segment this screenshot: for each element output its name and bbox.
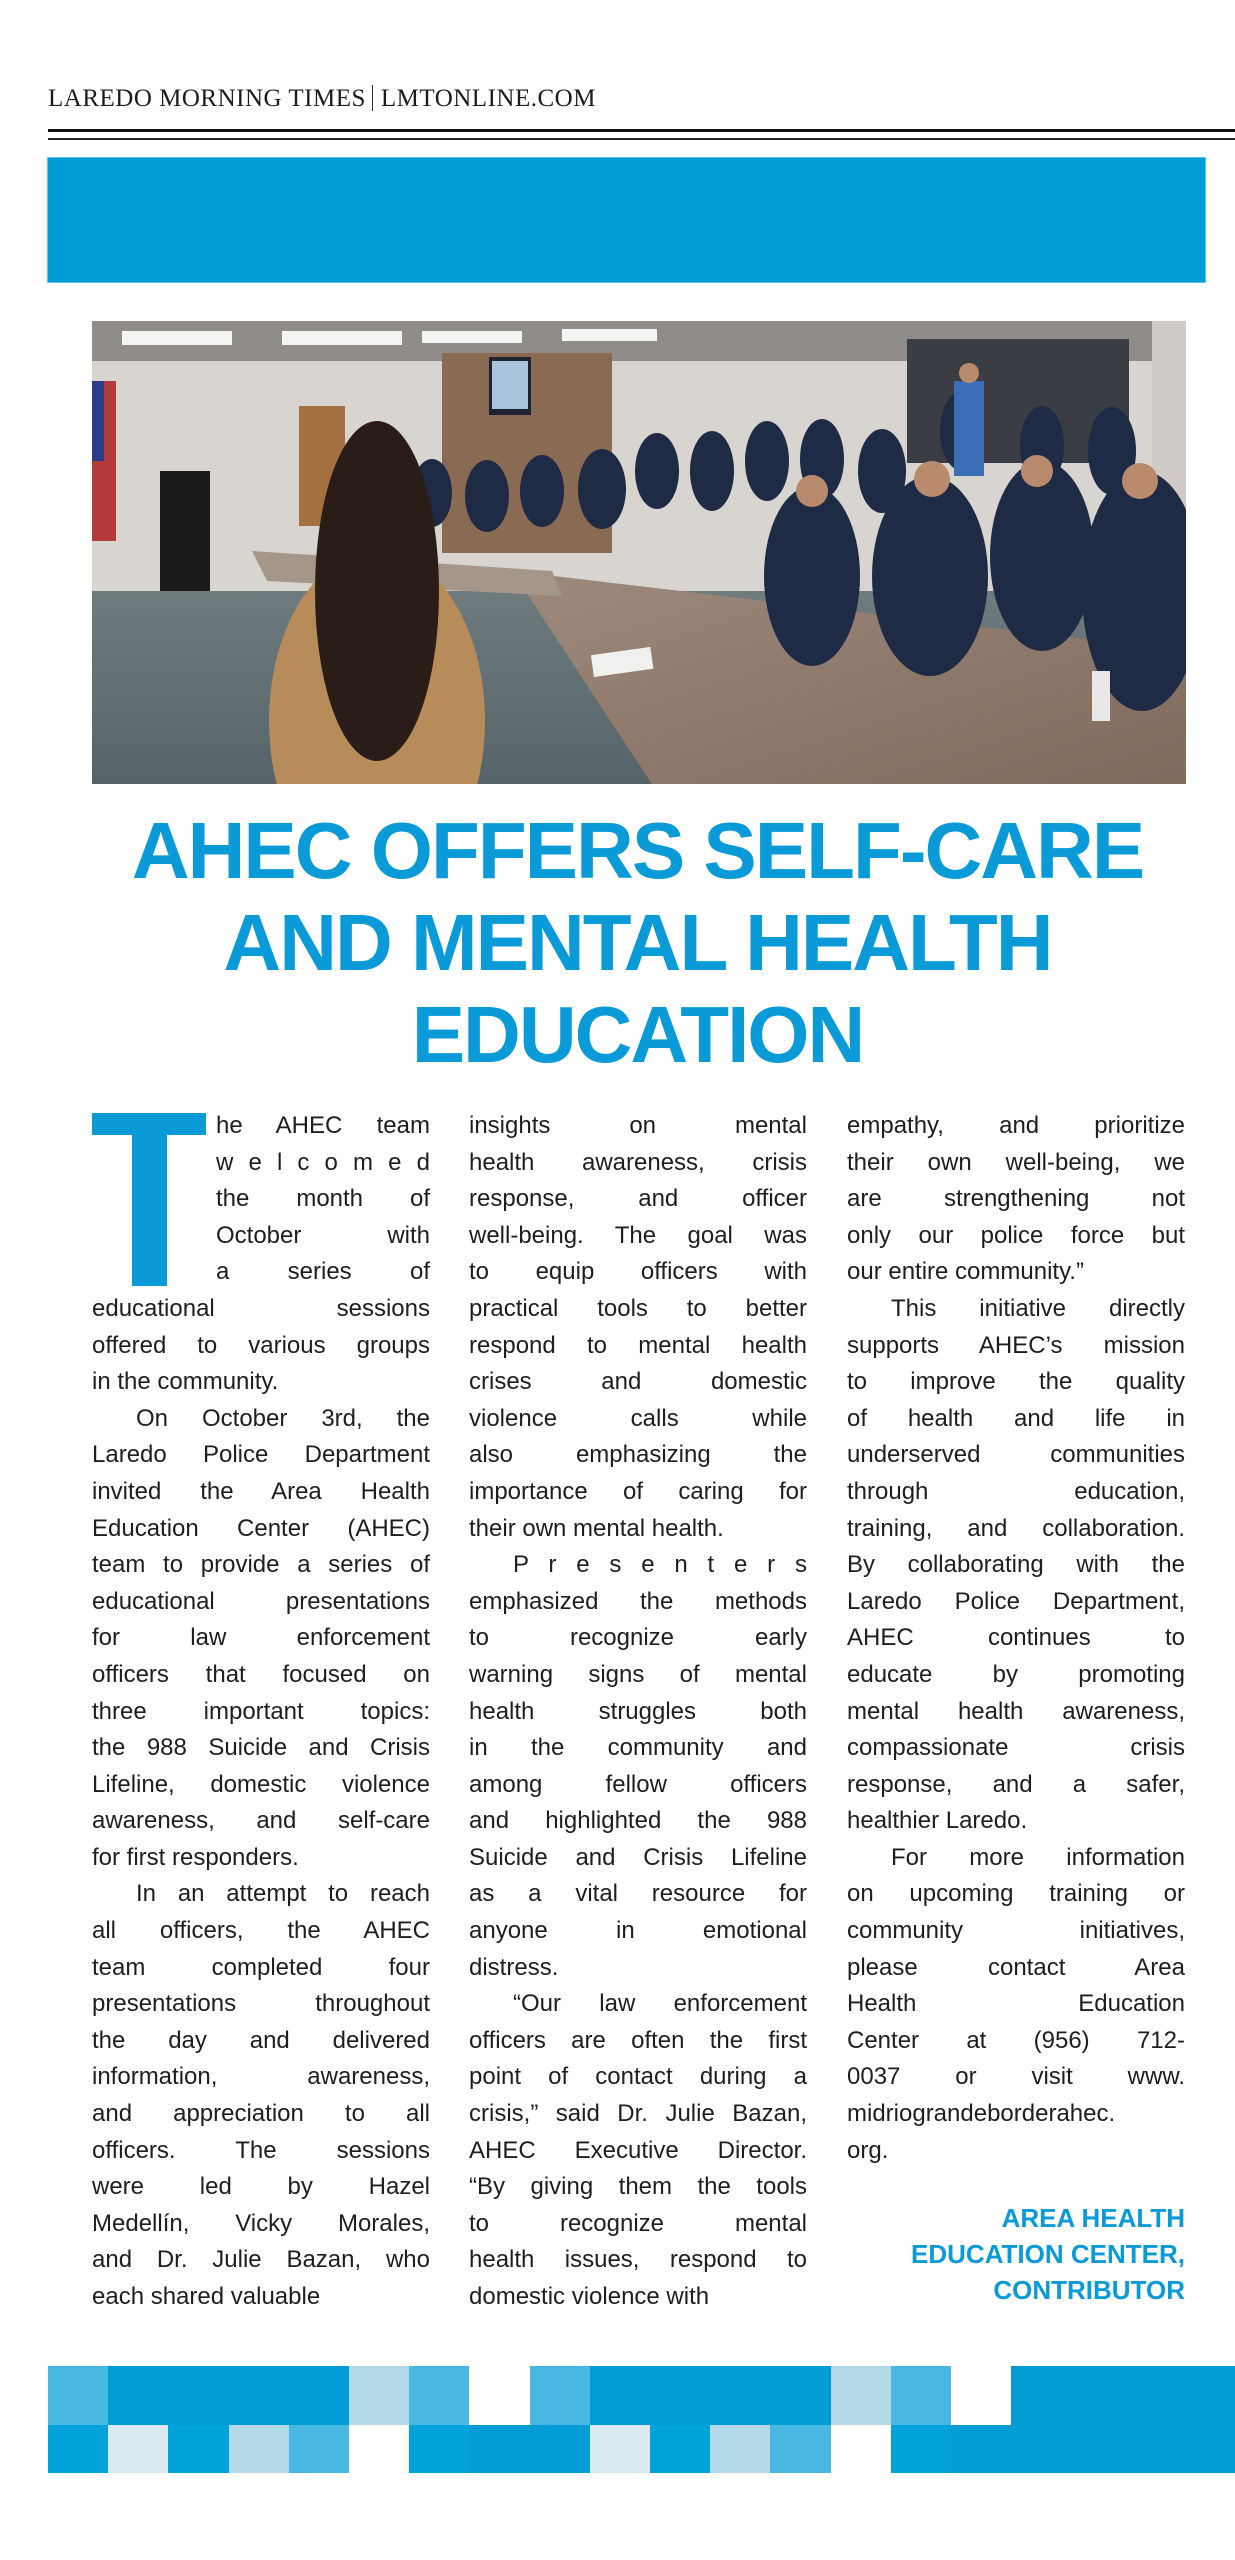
masthead: [48, 84, 596, 114]
mosaic-tile: [469, 2366, 530, 2425]
byline-line: CONTRIBUTOR: [993, 2275, 1185, 2305]
article-text-line: educate by promoting: [847, 1660, 1185, 1688]
article-text-line: October with: [216, 1221, 430, 1249]
article-column-1: [92, 1108, 430, 2316]
mosaic-tile: [409, 2366, 470, 2425]
mosaic-tile: [590, 2366, 651, 2425]
article-text-line: This initiative directly: [891, 1294, 1185, 1322]
mosaic-tile: [770, 2366, 831, 2425]
masthead-rule-thin: [48, 138, 1235, 140]
article-text-line: the 988 Suicide and Crisis: [92, 1734, 430, 1762]
article-text-line: respond to mental health: [469, 1331, 807, 1359]
mosaic-tile: [951, 2366, 1012, 2425]
section-banner: [48, 158, 1205, 282]
article-text-line: anyone in emotional: [469, 1917, 807, 1945]
article-text-line: to recognize mental: [469, 2209, 807, 2237]
article-text-line: health issues, respond to: [469, 2246, 807, 2274]
article-text-line: crises and domestic: [469, 1368, 807, 1396]
article-text-line: On October 3rd, the: [136, 1404, 430, 1432]
mosaic-tile: [48, 2366, 109, 2425]
mosaic-tile: [349, 2425, 410, 2473]
article-text-line: for law enforcement: [92, 1624, 430, 1652]
article-text-line: importance of caring for: [469, 1477, 807, 1505]
article-text-line: org.: [847, 2136, 889, 2164]
mosaic-tile: [530, 2425, 591, 2473]
article-text-line: and highlighted the 988: [469, 1807, 807, 1835]
article-text-line: educational presentations: [92, 1587, 430, 1615]
article-text-line: are strengthening not: [847, 1185, 1185, 1213]
mosaic-tile: [650, 2366, 711, 2425]
byline: [911, 2200, 1185, 2308]
article-text-line: well-being. The goal was: [469, 1221, 807, 1249]
article-text-line: officers. The sessions: [92, 2136, 430, 2164]
mosaic-tile: [891, 2425, 952, 2473]
article-text-line: team to provide a series of: [92, 1551, 430, 1579]
article-text-line: presentations throughout: [92, 1990, 430, 2018]
mosaic-tile: [349, 2366, 410, 2425]
article-text-line: were led by Hazel: [92, 2173, 430, 2201]
mosaic-tile: [1071, 2366, 1132, 2425]
article-text-line: community initiatives,: [847, 1917, 1185, 1945]
article-text-line: healthier Laredo.: [847, 1807, 1028, 1835]
article-text-line: Laredo Police Department: [92, 1441, 430, 1469]
mosaic-tile: [650, 2425, 711, 2473]
article-text-line: practical tools to better: [469, 1294, 807, 1322]
mosaic-tile: [229, 2366, 290, 2425]
publication-name: LAREDO MORNING TIMES: [48, 85, 366, 112]
mosaic-tile: [1011, 2366, 1072, 2425]
article-text-line: also emphasizing the: [469, 1441, 807, 1469]
article-text-line: the month of: [216, 1185, 430, 1213]
mosaic-tile: [831, 2425, 892, 2473]
article-text-line: to equip officers with: [469, 1258, 807, 1286]
mosaic-tile: [1132, 2425, 1193, 2473]
article-text-line: Education Center (AHEC): [92, 1514, 430, 1542]
article-column-2: [469, 1108, 807, 2316]
mosaic-tile: [289, 2366, 350, 2425]
masthead-separator: [372, 85, 373, 111]
mosaic-tile: [289, 2425, 350, 2473]
article-text-line: offered to various groups: [92, 1331, 430, 1359]
article-text-line: health awareness, crisis: [469, 1148, 807, 1176]
mosaic-tile: [168, 2366, 229, 2425]
article-text-line: P r e s e n t e r s: [513, 1551, 807, 1579]
article-text-line: point of contact during a: [469, 2063, 807, 2091]
article-text-line: all officers, the AHEC: [92, 1917, 430, 1945]
mosaic-tile: [229, 2425, 290, 2473]
article-text-line: crisis,” said Dr. Julie Bazan,: [469, 2100, 807, 2128]
article-text-line: in the community.: [92, 1368, 279, 1396]
mosaic-tile: [1192, 2425, 1235, 2473]
article-text-line: distress.: [469, 1953, 559, 1981]
article-text-line: the day and delivered: [92, 2026, 430, 2054]
article-text-line: of health and life in: [847, 1404, 1185, 1432]
mosaic-tile: [590, 2425, 651, 2473]
article-text-line: response, and a safer,: [847, 1770, 1185, 1798]
mosaic-tile: [1192, 2366, 1235, 2425]
article-text-line: their own mental health.: [469, 1514, 724, 1542]
article-text-line: w e l c o m e d: [216, 1148, 430, 1176]
article-text-line: response, and officer: [469, 1185, 807, 1213]
mosaic-tile: [710, 2366, 771, 2425]
article-text-line: only our police force but: [847, 1221, 1185, 1249]
article-text-line: in the community and: [469, 1734, 807, 1762]
article-text-line: “Our law enforcement: [513, 1990, 807, 2018]
article-column-3: [847, 1108, 1185, 2169]
mosaic-tile: [108, 2425, 169, 2473]
article-text-line: among fellow officers: [469, 1770, 807, 1798]
headline-line: AND MENTAL HEALTH: [223, 898, 1052, 987]
article-text-line: as a vital resource for: [469, 1880, 807, 1908]
article-text-line: officers that focused on: [92, 1660, 430, 1688]
photo-illustration: [92, 321, 1186, 784]
article-text-line: For more information: [891, 1843, 1185, 1871]
article-text-line: supports AHEC’s mission: [847, 1331, 1185, 1359]
article-text-line: domestic violence with: [469, 2283, 710, 2310]
article-photo: [92, 321, 1186, 784]
masthead-rule-thick: [48, 129, 1235, 132]
article-text-line: compassionate crisis: [847, 1734, 1185, 1762]
article-text-line: emphasized the methods: [469, 1587, 807, 1615]
website-link[interactable]: LMTONLINE.COM: [380, 85, 596, 112]
article-text-line: he AHEC team: [216, 1112, 430, 1139]
article-text-line: In an attempt to reach: [136, 1880, 430, 1908]
article-text-line: violence calls while: [469, 1404, 807, 1432]
article-text-line: officers are often the first: [469, 2026, 807, 2054]
headline-line: AHEC OFFERS SELF-CARE: [131, 806, 1144, 895]
article-text-line: 0037 or visit www.: [847, 2063, 1185, 2091]
decorative-mosaic-band: [48, 2366, 1205, 2473]
article-text-line: a series of: [216, 1258, 430, 1286]
article-text-line: three important topics:: [92, 1697, 430, 1725]
mosaic-tile: [710, 2425, 771, 2473]
mosaic-tile: [409, 2425, 470, 2473]
article-text-line: Medellín, Vicky Morales,: [92, 2209, 430, 2237]
article-text-line: awareness, and self-care: [92, 1807, 430, 1835]
article-headline: [80, 805, 1195, 1081]
article-text-line: AHEC Executive Director.: [469, 2136, 807, 2164]
mosaic-tile: [108, 2366, 169, 2425]
article-text-line: insights on mental: [469, 1112, 807, 1139]
mosaic-tile: [168, 2425, 229, 2473]
article-text-line: and Dr. Julie Bazan, who: [92, 2246, 430, 2274]
article-text-line: and appreciation to all: [92, 2100, 430, 2128]
mosaic-tile: [1071, 2425, 1132, 2473]
mosaic-tile: [951, 2425, 1012, 2473]
article-text-line: warning signs of mental: [469, 1660, 807, 1688]
byline-line: EDUCATION CENTER,: [911, 2239, 1185, 2269]
article-text-line: their own well-being, we: [847, 1148, 1185, 1176]
mosaic-tile: [469, 2425, 530, 2473]
byline-line: AREA HEALTH: [1001, 2203, 1185, 2233]
mosaic-tile: [831, 2366, 892, 2425]
mosaic-tile: [1011, 2425, 1072, 2473]
article-text-line: educational sessions: [92, 1294, 430, 1322]
article-text-line: training, and collaboration.: [847, 1514, 1185, 1542]
article-text-line: health struggles both: [469, 1697, 807, 1725]
article-text-line: each shared valuable: [92, 2283, 321, 2310]
article-text-line: Laredo Police Department,: [847, 1587, 1185, 1615]
mosaic-tile: [770, 2425, 831, 2473]
mosaic-tile: [891, 2366, 952, 2425]
headline-line: EDUCATION: [411, 990, 864, 1079]
article-text-line: mental health awareness,: [847, 1697, 1185, 1725]
article-text-line: Health Education: [847, 1990, 1185, 2018]
article-text-line: underserved communities: [847, 1441, 1185, 1469]
drop-cap-stem: [132, 1113, 167, 1286]
article-text-line: for first responders.: [92, 1843, 299, 1871]
article-text-line: to recognize early: [469, 1624, 807, 1652]
article-text-line: Center at (956) 712-: [847, 2026, 1185, 2054]
article-text-line: Lifeline, domestic violence: [92, 1770, 430, 1798]
article-text-line: our entire community.”: [847, 1258, 1084, 1286]
article-text-line: “By giving them the tools: [469, 2173, 807, 2201]
article-text-line: please contact Area: [847, 1953, 1185, 1981]
article-text-line: Suicide and Crisis Lifeline: [469, 1843, 807, 1871]
article-text-line: through education,: [847, 1477, 1185, 1505]
article-text-line: information, awareness,: [92, 2063, 430, 2091]
article-text-line: AHEC continues to: [847, 1624, 1185, 1652]
article-text-line: empathy, and prioritize: [847, 1112, 1185, 1139]
article-text-line: to improve the quality: [847, 1368, 1185, 1396]
mosaic-tile: [530, 2366, 591, 2425]
drop-cap: [92, 1113, 206, 1286]
article-text-line: team completed four: [92, 1953, 430, 1981]
article-text-line: invited the Area Health: [92, 1477, 430, 1505]
article-text-line: on upcoming training or: [847, 1880, 1185, 1908]
article-text-line: By collaborating with the: [847, 1551, 1185, 1579]
mosaic-tile: [1132, 2366, 1193, 2425]
article-text-line: midriograndeborderahec.: [847, 2100, 1116, 2128]
mosaic-tile: [48, 2425, 109, 2473]
